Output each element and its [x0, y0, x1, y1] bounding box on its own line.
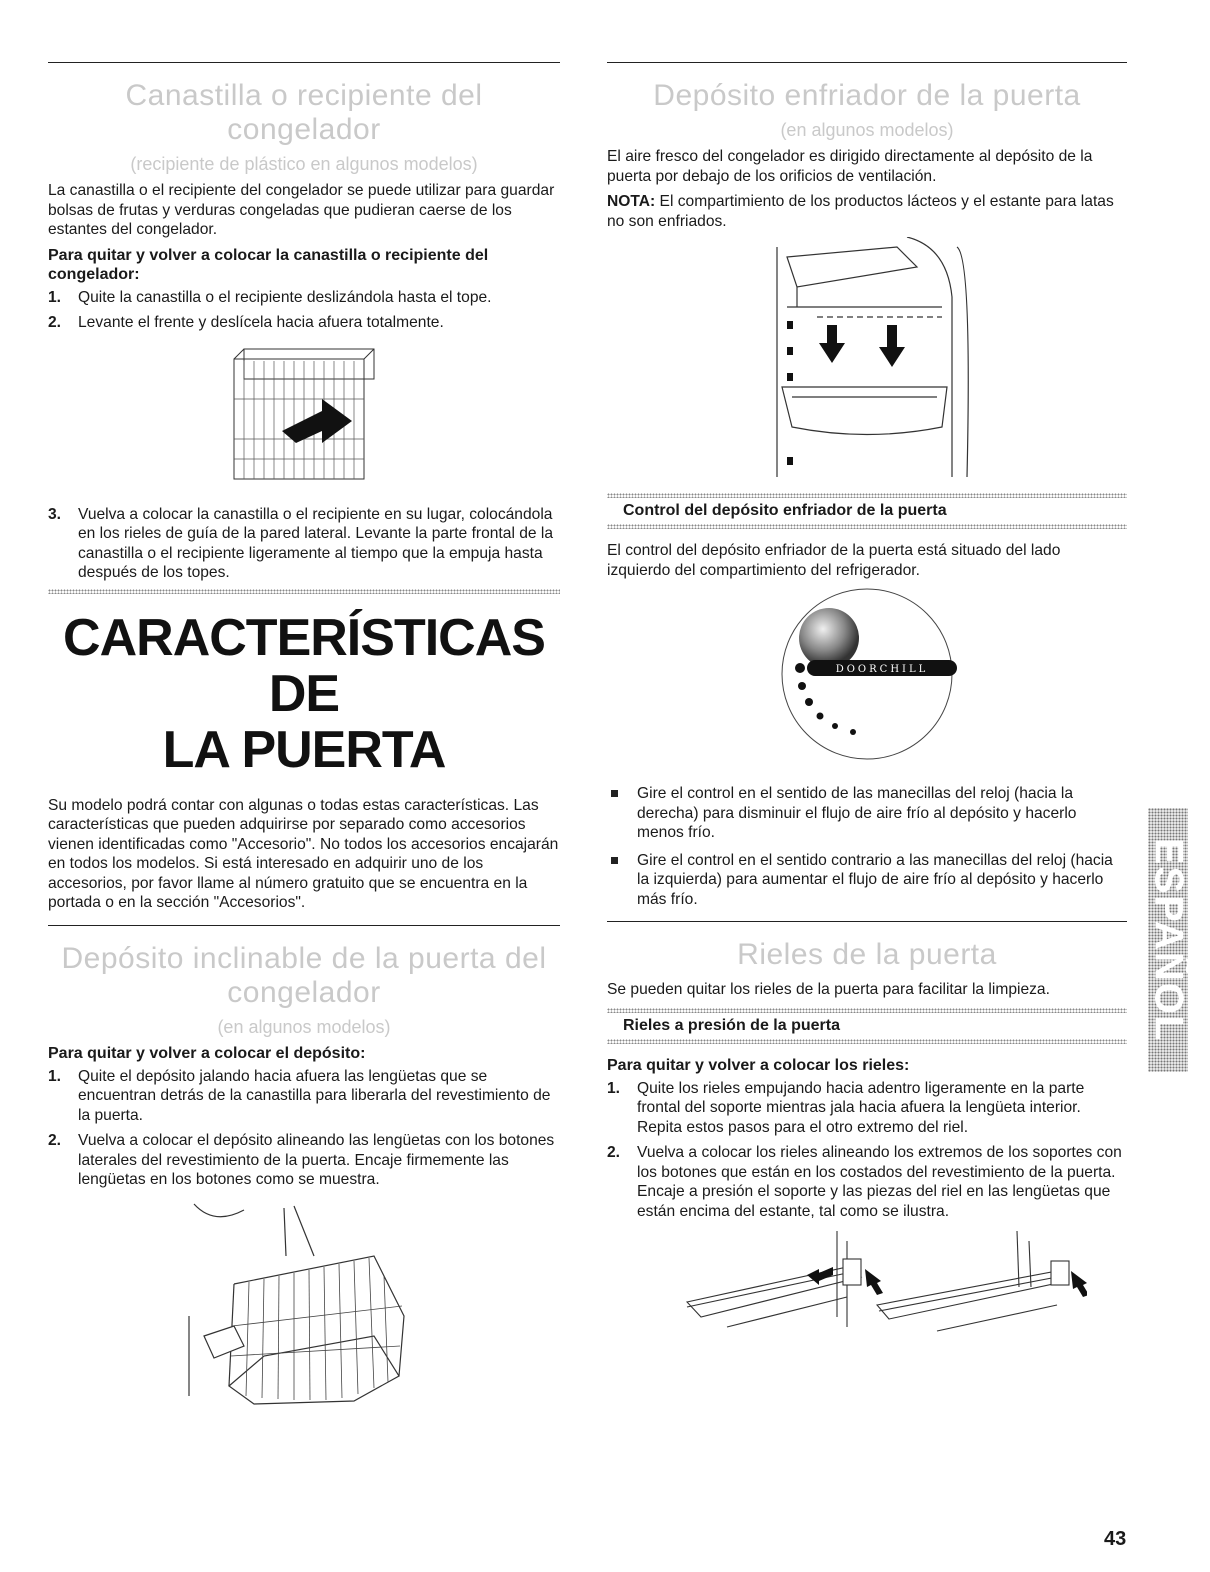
- page-number: 43: [1104, 1528, 1127, 1550]
- subsection-heading: Control del depósito enfriador de la puerta: [623, 502, 947, 519]
- section-rule: [607, 921, 1127, 922]
- paragraph: El control del depósito enfriador de la puerta está situado del lado izquierdo del compartimiento del refrigerador.: [607, 542, 1061, 579]
- paragraph: Se pueden quitar los rieles de la puerta para facilitar la limpieza.: [607, 981, 1050, 998]
- language-side-tab: ESPAÑOL: [1148, 808, 1188, 1072]
- dotted-divider: [48, 589, 560, 594]
- bullet-icon: [611, 790, 618, 797]
- dotted-divider: [607, 524, 1127, 529]
- steps-list-continued: [48, 505, 560, 583]
- paragraph: La canastilla o el recipiente del congelador se puede utilizar para guardar bolsas de frutas y verduras congeladas que pudieran caerse de los estantes del congelador.: [48, 182, 555, 238]
- left-column: [48, 62, 560, 1406]
- dotted-divider: [607, 1039, 1127, 1044]
- section-rule: [48, 62, 560, 63]
- list-item: 2. Vuelva a colocar los rieles alineando los extremos de los soportes con los botones que están en los costados del revestimiento de la puerta. Encaje a presión el soporte y las piezas del riel en las lengüetas que están encima del estante, tal como se ilustra.: [607, 1144, 1122, 1220]
- section-subtitle: (en algunos modelos): [217, 1016, 391, 1037]
- list-item: 2. Vuelva a colocar el depósito alineando las lengüetas con los botones laterales del revestimiento de la puerta. Encaje firmemente las lengüetas en los botones como se muestra.: [48, 1132, 555, 1188]
- list-item: 2. Levante el frente y deslícela hacia afuera totalmente.: [48, 314, 444, 331]
- list-item: Gire el control en el sentido contrario a las manecillas del reloj (hacia la izquierda) para aumentar el flujo de aire frío al depósito y hacerlo más frío.: [607, 851, 1127, 910]
- intro-paragraph: Su modelo podrá contar con algunas o todas estas características. Las características que pueden adquirirse por separado como accesorios vienen identificadas como "Accesorio". No todos los accesorios encajarán en todos los modelos. Si está interesado en adquirir uno de los accesorios, por favor llame al número gratuito que se encuentra en la portada o en la sección "Accesorios".: [48, 796, 559, 911]
- right-column: [607, 62, 1127, 1337]
- section-subtitle: (en algunos modelos): [780, 120, 954, 140]
- note-paragraph: NOTA: El compartimiento de los productos lácteos y el estante para latas no son enfriados.: [607, 193, 1114, 230]
- section-title-door-chill-bin: Depósito enfriador de la puerta: [653, 79, 1081, 112]
- list-item: 1. Quite el depósito jalando hacia afuera las lengüetas que se encuentran detrás de la canastilla para liberarla del revestimiento de la puerta.: [48, 1067, 551, 1124]
- bullet-icon: [611, 857, 618, 864]
- instructions-heading: Para quitar y volver a colocar la canastilla o recipiente del congelador:: [48, 246, 489, 283]
- list-item: 1. Quite la canastilla o el recipiente deslizándola hasta el tope.: [48, 288, 492, 306]
- instructions-heading: Para quitar y volver a colocar el depósito:: [48, 1044, 366, 1062]
- freezer-basket-illustration: [204, 339, 404, 497]
- steps-list: [48, 288, 560, 333]
- section-rule: [48, 925, 560, 926]
- paragraph: El aire fresco del congelador es dirigido directamente al depósito de la puerta por debajo de los orificios de ventilación.: [607, 148, 1093, 185]
- door-rails-illustration: [647, 1227, 1087, 1337]
- steps-list: [607, 1079, 1127, 1222]
- door-chill-bin-illustration: [757, 237, 977, 479]
- list-item: 1. Quite los rieles empujando hacia adentro ligeramente en la parte frontal del soporte mientras jala hacia afuera la lengüeta interior. Repita estos pasos para el otro extremo del riel.: [607, 1079, 1085, 1136]
- list-item: 3. Vuelva a colocar la canastilla o el recipiente en su lugar, colocándola en los rieles de guía de la pared lateral. Levante la parte frontal de la canastilla o el recipiente ligeramente al tiempo que la empuja hasta después de los topes.: [48, 505, 554, 581]
- instructions-heading: Para quitar y volver a colocar los rieles:: [607, 1056, 910, 1074]
- chapter-title: CARACTERÍSTICAS DE LA PUERTA: [63, 608, 545, 779]
- list-item: Gire el control en el sentido de las manecillas del reloj (hacia la derecha) para disminuir el flujo de aire frío al depósito y hacerlo menos frío.: [607, 784, 1127, 843]
- door-chill-control-dial: [767, 586, 967, 764]
- steps-list: [48, 1067, 560, 1190]
- section-rule: [607, 62, 1127, 63]
- section-title-door-rails: Rieles de la puerta: [737, 938, 997, 971]
- bullet-list: [607, 784, 1127, 909]
- section-subtitle: (recipiente de plástico en algunos modelos): [130, 154, 478, 174]
- svg-text:DOORCHILL: DOORCHILL: [835, 664, 929, 675]
- section-title-tilt-bin: Depósito inclinable de la puerta del congelador: [61, 941, 547, 1009]
- tilt-bin-illustration: [174, 1196, 434, 1406]
- subsection-heading: Rieles a presión de la puerta: [623, 1016, 840, 1034]
- section-title-freezer-basket: Canastilla o recipiente del congelador: [125, 79, 483, 146]
